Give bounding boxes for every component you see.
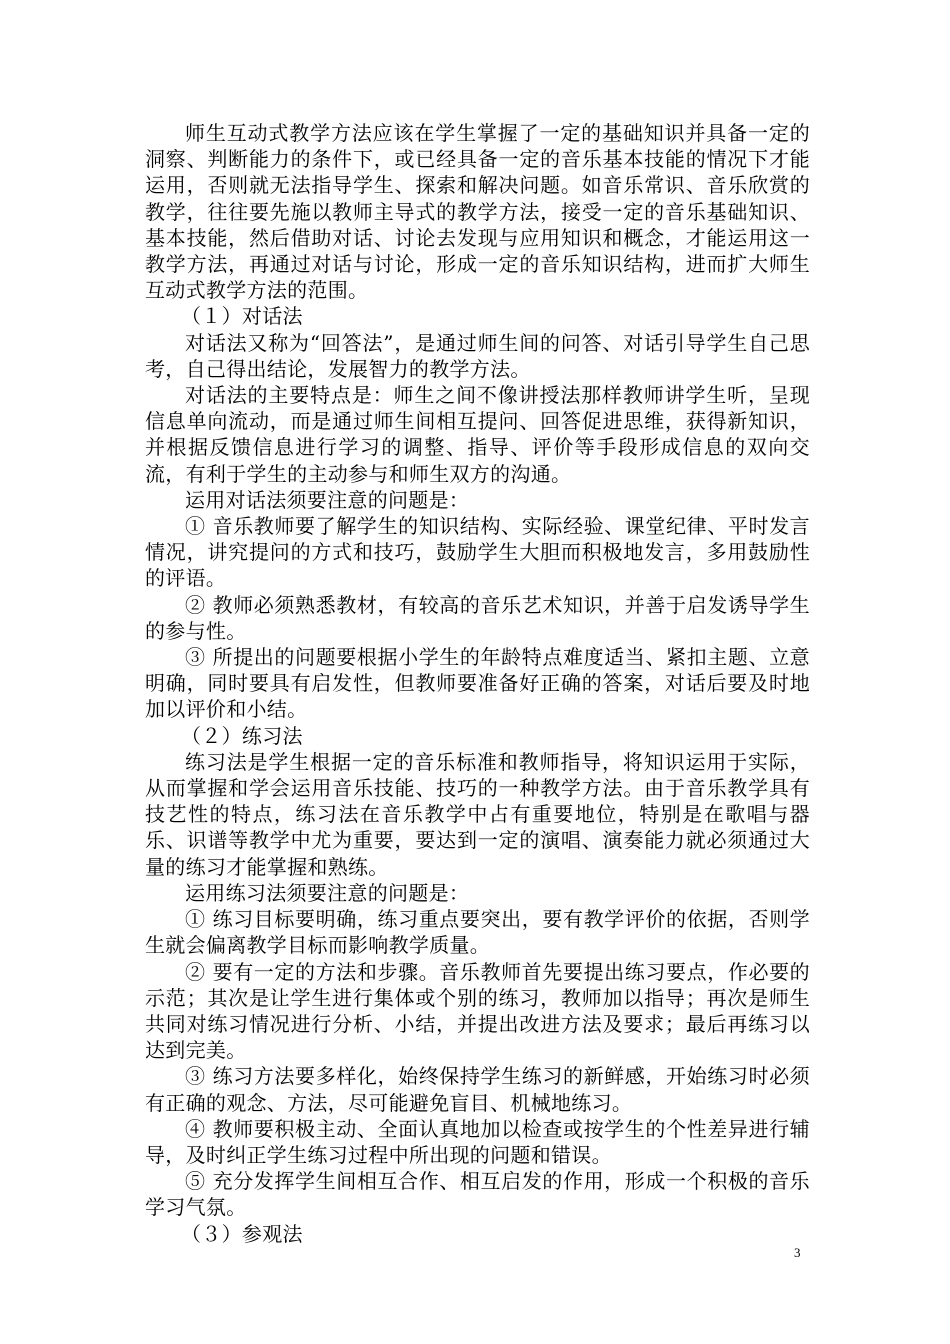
list-item-practice-1: ① 练习目标要明确，练习重点要突出，要有教学评价的依据，否则学生就会偏离教学目标而影响教学质量。	[145, 907, 810, 958]
list-item-practice-5: ⑤ 充分发挥学生间相互合作、相互启发的作用，形成一个积极的音乐学习气氛。	[145, 1169, 810, 1220]
page-number: 3	[794, 1245, 801, 1260]
list-item-dialogue-1: ① 音乐教师要了解学生的知识结构、实际经验、课堂纪律、平时发言情况，讲究提问的方式和技巧，鼓励学生大胆而积极地发言，多用鼓励性的评语。	[145, 514, 810, 591]
list-item-practice-3: ③ 练习方法要多样化，始终保持学生练习的新鲜感，开始练习时必须有正确的观念、方法，尽可能避免盲目、机械地练习。	[145, 1064, 810, 1115]
section-heading-visit: （３）参观法	[181, 1221, 303, 1246]
list-item-practice-4: ④ 教师要积极主动、全面认真地加以检查或按学生的个性差异进行辅导，及时纠正学生练习过程中所出现的问题和错误。	[145, 1116, 810, 1167]
list-item-dialogue-3: ③ 所提出的问题要根据小学生的年龄特点难度适当、紧扣主题、立意明确，同时要具有启发性，但教师要准备好正确的答案，对话后要及时地加以评价和小结。	[145, 645, 810, 722]
paragraph-dialogue-definition: 对话法又称为“回答法”，是通过师生间的问答、对话引导学生自己思考，自己得出结论，发展智力的教学方法。	[145, 330, 810, 381]
list-item-dialogue-2: ② 教师必须熟悉教材，有较高的音乐艺术知识，并善于启发诱导学生的参与性。	[145, 592, 810, 643]
document-page	[145, 120, 810, 1247]
paragraph-practice-notes-intro: 运用练习法须要注意的问题是：	[185, 880, 470, 905]
paragraph-intro: 师生互动式教学方法应该在学生掌握了一定的基础知识并具备一定的洞察、判断能力的条件下，或已经具备一定的音乐基本技能的情况下才能运用，否则就无法指导学生、探索和解决问题。如音乐常识、音乐欣赏的教学，往往要先施以教师主导式的教学方法，接受一定的音乐基础知识、基本技能，然后借助对话、讨论去发现与应用知识和概念，才能运用这一教学方法，再通过对话与讨论，形成一定的音乐知识结构，进而扩大师生互动式教学方法的范围。	[145, 121, 810, 303]
paragraph-dialogue-features: 对话法的主要特点是：师生之间不像讲授法那样教师讲学生听，呈现信息单向流动，而是通过师生间相互提问、回答促进思维，获得新知识，并根据反馈信息进行学习的调整、指导、评价等手段形成信息的双向交流，有利于学生的主动参与和师生双方的沟通。	[145, 383, 810, 486]
paragraph-dialogue-notes-intro: 运用对话法须要注意的问题是：	[185, 487, 470, 512]
paragraph-practice-definition: 练习法是学生根据一定的音乐标准和教师指导，将知识运用于实际，从而掌握和学会运用音乐技能、技巧的一种教学方法。由于音乐教学具有技艺性的特点，练习法在音乐教学中占有重要地位，特别是在歌唱与器乐、识谱等教学中尤为重要，要达到一定的演唱、演奏能力就必须通过大量的练习才能掌握和熟练。	[145, 749, 810, 879]
section-heading-practice: （２）练习法	[181, 723, 303, 748]
list-item-practice-2: ② 要有一定的方法和步骤。音乐教师首先要提出练习要点，作必要的示范；其次是让学生进行集体或个别的练习，教师加以指导；再次是师生共同对练习情况进行分析、小结，并提出改进方法及要求；最后再练习以达到完美。	[145, 959, 810, 1063]
section-heading-dialogue: （１）对话法	[181, 304, 303, 329]
